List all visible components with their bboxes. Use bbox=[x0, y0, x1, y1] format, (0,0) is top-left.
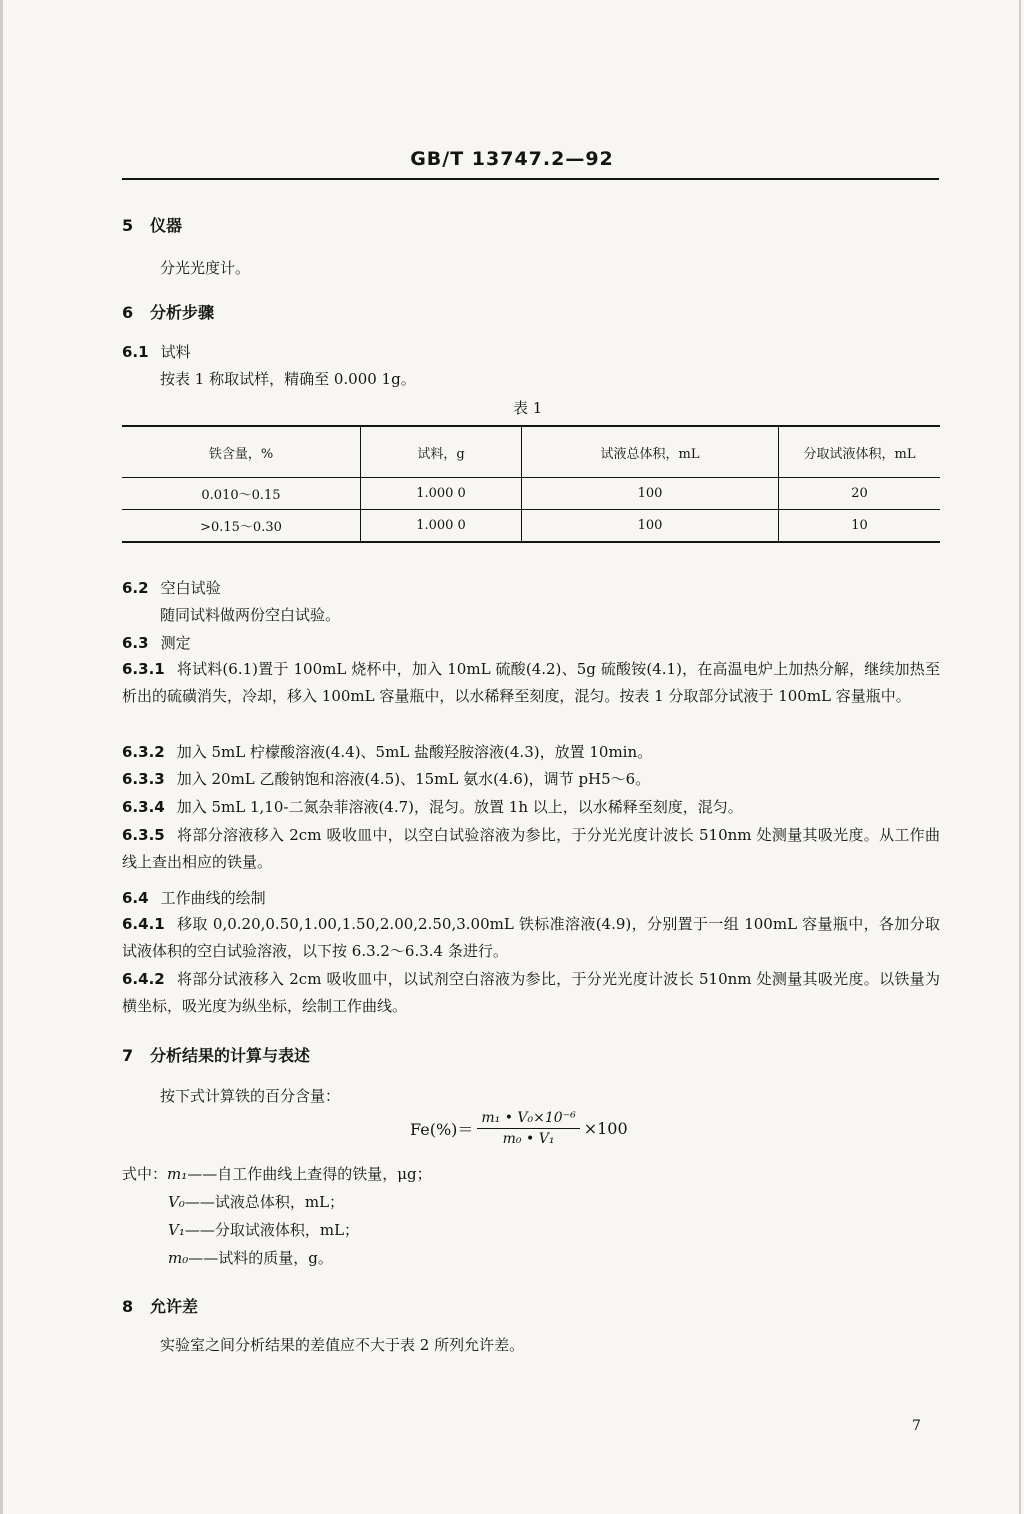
section-title: 仪器 bbox=[150, 216, 183, 235]
clause-6-1-body: 按表 1 称取试样，精确至 0.000 1g。 bbox=[160, 370, 416, 388]
clause-6-3-2 bbox=[122, 739, 940, 766]
clause-6-4-1 bbox=[122, 911, 940, 965]
formula-tail: ×100 bbox=[583, 1119, 628, 1138]
symbol-definition: ——试液总体积，mL； bbox=[184, 1193, 345, 1211]
clause-body: 将部分试液移入 2cm 吸收皿中，以试剂空白溶液为参比，于分光光度计波长 510nm 处测量其吸光度。以铁量为横坐标，吸光度为纵坐标，绘制工作曲线。 bbox=[122, 970, 940, 1015]
clause-6-2-body: 随同试料做两份空白试验。 bbox=[160, 606, 341, 624]
table-cell: 10 bbox=[779, 510, 941, 543]
clause-number: 6.4 bbox=[122, 889, 149, 907]
clause-body: 将试料(6.1)置于 100mL 烧杯中，加入 10mL 硫酸(4.2)、5g 硫酸铵(4.1)，在高温电炉上加热分解，继续加热至析出的硫磺消失，冷却，移入 100mL 容量瓶中，以水稀释至刻度，混匀。按表 1 分取部分试液于 100mL 容量瓶中。 bbox=[122, 660, 940, 705]
clause-6-4-2 bbox=[122, 966, 940, 1020]
where-line bbox=[168, 1220, 359, 1240]
scan-edge-left bbox=[0, 0, 3, 1514]
table-cell: 1.000 0 bbox=[361, 510, 522, 543]
table-cell: >0.15～0.30 bbox=[122, 510, 361, 543]
table-row bbox=[122, 510, 940, 543]
clause-title: 测定 bbox=[160, 634, 191, 652]
section-6-heading bbox=[122, 300, 214, 323]
section-7-heading bbox=[122, 1043, 310, 1066]
formula-denominator: m₀ • V₁ bbox=[502, 1131, 555, 1147]
clause-title: 试料 bbox=[160, 343, 191, 361]
page-number: 7 bbox=[912, 1418, 921, 1434]
clause-body: 将部分溶液移入 2cm 吸收皿中，以空白试验溶液为参比，于分光光度计波长 510nm 处测量其吸光度。从工作曲线上查出相应的铁量。 bbox=[122, 826, 940, 871]
where-line bbox=[168, 1192, 344, 1212]
symbol: m₁ bbox=[167, 1165, 188, 1183]
symbol-definition: ——试料的质量，g。 bbox=[188, 1249, 333, 1267]
table-cell: 20 bbox=[779, 478, 941, 510]
symbol: m₀ bbox=[168, 1249, 189, 1267]
table-1-caption: 表 1 bbox=[513, 399, 543, 417]
table-cell: 100 bbox=[522, 478, 779, 510]
clause-body: 加入 20mL 乙酸钠饱和溶液(4.5)、15mL 氨水(4.6)，调节 pH5～6。 bbox=[176, 770, 651, 788]
scan-edge-right bbox=[1019, 0, 1021, 1514]
section-title: 分析步骤 bbox=[150, 303, 215, 322]
clause-body: 移取 0,0.20,0.50,1.00,1.50,2.00,2.50,3.00mL 铁标准溶液(4.9)，分别置于一组 100mL 容量瓶中，各加分取试液体积的空白试验溶液，以下按 6.3.2～6.3.4 条进行。 bbox=[122, 915, 940, 960]
clause-body: 加入 5mL 1,10-二氮杂菲溶液(4.7)，混匀。放置 1h 以上，以水稀释至刻度，混匀。 bbox=[176, 798, 743, 816]
table-cell: 100 bbox=[522, 510, 779, 543]
clause-6-3-heading bbox=[122, 633, 191, 653]
clause-6-3-5 bbox=[122, 822, 940, 876]
section-5-body: 分光光度计。 bbox=[160, 259, 251, 277]
table-header-cell: 分取试液体积，mL bbox=[779, 426, 941, 478]
clause-title: 工作曲线的绘制 bbox=[160, 889, 266, 907]
section-7-intro: 按下式计算铁的百分含量： bbox=[160, 1087, 341, 1105]
header-rule bbox=[122, 178, 939, 180]
table-row bbox=[122, 478, 940, 510]
table-cell: 0.010～0.15 bbox=[201, 488, 281, 503]
iron-formula bbox=[410, 1110, 628, 1147]
formula-numerator: m₁ • V₀×10⁻⁶ bbox=[477, 1110, 579, 1129]
section-5-heading bbox=[122, 213, 182, 236]
formula-lhs: Fe(%)＝ bbox=[410, 1120, 474, 1139]
symbol-definition: ——分取试液体积，mL； bbox=[184, 1221, 360, 1239]
formula-fraction bbox=[477, 1110, 579, 1147]
clause-number: 6.2 bbox=[122, 579, 149, 597]
clause-6-3-3 bbox=[122, 766, 940, 793]
symbol: V₀ bbox=[168, 1193, 185, 1211]
section-title: 允许差 bbox=[150, 1297, 199, 1316]
clause-number: 6.3.5 bbox=[122, 826, 165, 844]
table-header-cell: 铁含量，% bbox=[122, 426, 361, 478]
table-header-row bbox=[122, 426, 940, 478]
clause-6-3-4 bbox=[122, 794, 940, 821]
table-header-cell: 试液总体积，mL bbox=[522, 426, 779, 478]
clause-title: 空白试验 bbox=[160, 579, 221, 597]
section-title: 分析结果的计算与表述 bbox=[150, 1046, 311, 1065]
symbol: V₁ bbox=[168, 1221, 185, 1239]
where-line bbox=[122, 1164, 432, 1184]
clause-6-4-heading bbox=[122, 888, 266, 908]
clause-6-3-1 bbox=[122, 656, 940, 710]
section-number: 5 bbox=[122, 216, 134, 235]
standard-code-header: GB/T 13747.2—92 bbox=[410, 148, 614, 170]
clause-number: 6.3.3 bbox=[122, 770, 165, 788]
symbol-definition: ——自工作曲线上查得的铁量，μg； bbox=[187, 1165, 432, 1183]
clause-number: 6.3.4 bbox=[122, 798, 165, 816]
clause-6-2-heading bbox=[122, 578, 221, 598]
clause-number: 6.1 bbox=[122, 343, 149, 361]
where-line bbox=[168, 1248, 333, 1268]
section-number: 7 bbox=[122, 1046, 134, 1065]
table-1 bbox=[122, 425, 940, 543]
clause-number: 6.4.2 bbox=[122, 970, 165, 988]
section-number: 6 bbox=[122, 303, 134, 322]
clause-number: 6.3 bbox=[122, 634, 149, 652]
section-8-body: 实验室之间分析结果的差值应不大于表 2 所列允许差。 bbox=[160, 1336, 525, 1354]
table-header-cell: 试料，g bbox=[361, 426, 522, 478]
clause-number: 6.4.1 bbox=[122, 915, 165, 933]
section-number: 8 bbox=[122, 1297, 134, 1316]
clause-body: 加入 5mL 柠檬酸溶液(4.4)、5mL 盐酸羟胺溶液(4.3)，放置 10min。 bbox=[176, 743, 653, 761]
clause-6-1-heading bbox=[122, 342, 191, 362]
where-prefix: 式中： bbox=[122, 1165, 168, 1183]
table-cell: 1.000 0 bbox=[361, 478, 522, 510]
clause-number: 6.3.2 bbox=[122, 743, 165, 761]
clause-number: 6.3.1 bbox=[122, 660, 165, 678]
section-8-heading bbox=[122, 1294, 198, 1317]
